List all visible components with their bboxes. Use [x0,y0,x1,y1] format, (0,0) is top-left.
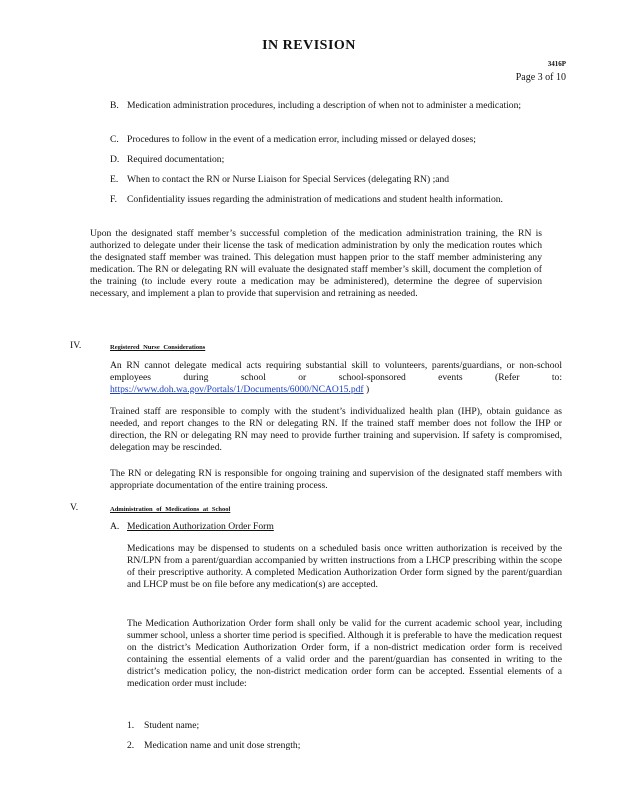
authorization-validity-paragraph: The Medication Authorization Order form shall only be valid for the current academic school year, including summer school, unless a shorter time period is specified. Although it is preferable to have the medication request on the district’s Medication Authorization Order form, if a non-district medication order form is received containing the essential elements of a valid order and the parent/guardian has consented in writing to the district’s medication policy, the non-district medication order form can be accepted. Essential elements of a medication order must include: [127,618,562,689]
list-item-text: Medication name and unit dose strength; [144,740,301,751]
delegation-text-end: ) [366,384,370,395]
list-item-label: 1. [127,720,135,731]
list-item-label: F. [110,194,117,205]
section-number: V. [70,502,79,513]
list-item [110,194,562,206]
training-paragraph: Upon the designated staff member’s successful completion of the medication administration training, the RN is authorized to delegate under their license the task of medication administration by only the medication routes which the designated staff member was trained. This delegation must happen prior to the staff member administering any medication. The RN or delegating RN will evaluate the designated staff member’s skill, document the completion of the training (to include every route a medication may be administered), determine the degree of supervision necessary, and implement a plan to provide that supervision and retraining as needed. [90,228,542,299]
list-item [110,174,562,186]
subsection-title: Medication Authorization Order Form [127,521,274,532]
list-item-text: Student name; [144,720,200,731]
list-item [110,154,562,166]
list-item-text: When to contact the RN or Nurse Liaison for Special Services (delegating RN) ;and [127,174,450,185]
section-number: IV. [70,340,82,351]
ncao15-link[interactable]: https://www.doh.wa.gov/Portals/1/Documents/6000/NCAO15.pdf [110,384,364,395]
medication-dispense-paragraph: Medications may be dispensed to students on a scheduled basis once written authorization is received by the RN/LPN from a parent/guardian accompanied by written instructions from a LHCP prescribing within the scope of their prescriptive authority. A completed Medication Authorization Order form signed by the parent/guardian and LHCP must be on file before any medication(s) are accepted. [127,543,562,590]
section-heading: Registered Nurse Considerations [110,344,206,351]
list-item-label: B. [110,100,119,111]
list-item-text: Confidentiality issues regarding the administration of medications and student health information. [127,194,503,205]
list-item-label: 2. [127,740,135,751]
delegation-text: An RN cannot delegate medical acts requiring substantial skill to volunteers, parents/guardians, or non-school employees during school or school-sponsored events (Refer to: [110,360,562,383]
list-item [110,134,562,146]
policy-number: 3416P [547,60,566,68]
list-item [127,740,300,752]
list-item-label: D. [110,154,120,165]
list-item-text: Required documentation; [127,154,225,165]
list-item-text: Medication administration procedures, including a description of when not to administer a medication; [127,100,522,111]
page-title: IN REVISION [262,38,356,53]
rn-responsibility-paragraph: The RN or delegating RN is responsible for ongoing training and supervision of the designated staff members with appropriate documentation of the entire training process. [110,468,562,491]
list-item [127,720,199,732]
list-item-label: C. [110,134,119,145]
subsection-heading [110,521,274,533]
page-number: Page 3 of 10 [515,72,566,83]
delegation-paragraph [110,360,562,396]
trained-staff-paragraph: Trained staff are responsible to comply with the student’s individualized health plan (IHP), obtain guidance as needed, and report changes to the RN or delegating RN. If the trained staff member does not follow the IHP or direction, the RN or delegating RN may need to provide further training and supervision. If safety is compromised, delegation may be rescinded. [110,406,562,453]
subsection-label: A. [110,521,120,532]
list-item [110,100,562,112]
section-heading: Administration of Medications at School [110,506,231,513]
list-item-text: Procedures to follow in the event of a medication error, including missed or delayed doses; [127,134,476,145]
list-item-label: E. [110,174,119,185]
